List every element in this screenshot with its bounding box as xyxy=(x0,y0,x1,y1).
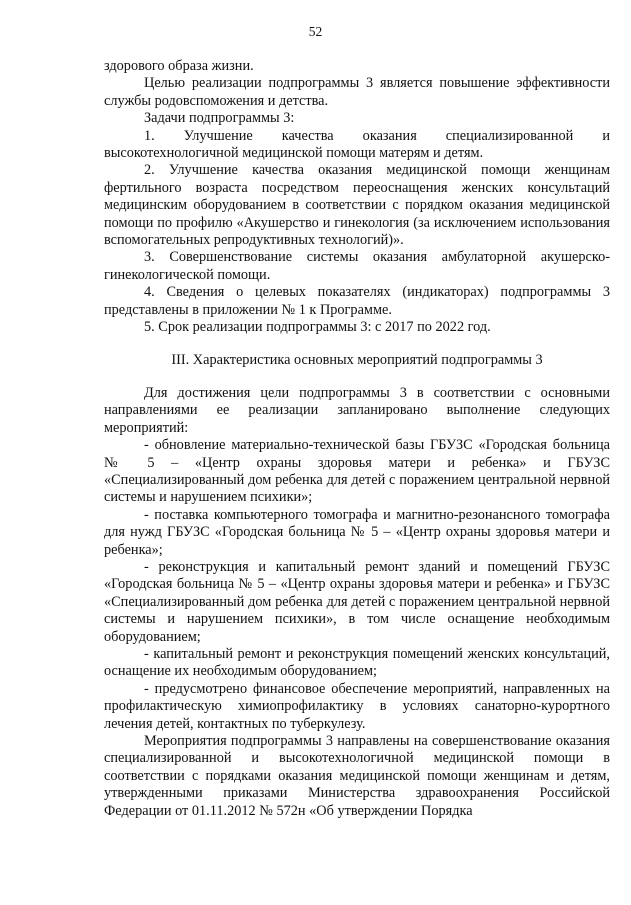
list-item-measure-1: - обновление материально-технической базы ГБУЗС «Городская больница № 5 – «Центр охраны здоровья матери и ребенка» и ГБУЗС «Специализированный дом ребенка для детей с поражением центральной нервной системы и нарушением психики»; xyxy=(104,437,610,506)
paragraph-measures-intro: Для достижения цели подпрограммы 3 в соответствии с основными направлениями ее реализации запланировано выполнение следующих мероприятий: xyxy=(104,384,610,436)
list-item-task-1: 1. Улучшение качества оказания специализированной и высокотехнологичной медицинской помощи матерям и детям. xyxy=(104,127,610,162)
list-item-measure-5: - предусмотрено финансовое обеспечение мероприятий, направленных на профилактическую химиопрофилактику в условиях санаторно-курортного лечения детей, контактных по туберкулезу. xyxy=(104,680,610,732)
list-item-measure-4: - капитальный ремонт и реконструкция помещений женских консультаций, оснащение их необходимым оборудованием; xyxy=(104,646,610,680)
paragraph-1: здорового образа жизни. xyxy=(104,58,254,74)
paragraph-tasks-heading: Задачи подпрограммы 3: xyxy=(144,110,295,127)
list-item-task-2: 2. Улучшение качества оказания медицинской помощи женщинам фертильного возраста посредством переоснащения женских консультаций медицинским оборудованием в соответствии с порядком оказания медицинской помощи по профилю «Акушерство и гинекология (за исключением использования вспомогательных репродуктивных технологий)». xyxy=(104,162,610,249)
list-item-measure-2: - поставка компьютерного томографа и магнитно-резонансного томографа для нужд ГБУЗС «Городская больница № 5 – «Центр охраны здоровья матери и ребенка»; xyxy=(104,506,610,558)
list-item-measure-3: - реконструкция и капитальный ремонт зданий и помещений ГБУЗС «Городская больница № 5 – «Центр охраны здоровья матери и ребенка» и ГБУЗС «Специализированный дом ребенка для детей с поражением центральной нервной системы и нарушением психики», в том числе оснащение необходимым оборудованием; xyxy=(104,558,610,645)
list-item-task-3: 3. Совершенствование системы оказания амбулаторной акушерско-гинекологической помощи. xyxy=(104,249,610,283)
paragraph-measures-purpose: Мероприятия подпрограммы 3 направлены на совершенствование оказания специализированной и высокотехнологичной медицинской помощи в соответствии с порядками оказания медицинской помощи женщинам и детям, утвержденными приказами Министерства здравоохранения Российской Федерации от 01.11.2012 № 572н «Об утверждении Порядка xyxy=(104,733,610,819)
list-item-task-4: 4. Сведения о целевых показателях (индикаторах) подпрограммы 3 представлены в приложении № 1 к Программе. xyxy=(104,284,610,318)
document-body xyxy=(104,58,610,820)
list-item-task-5: 5. Срок реализации подпрограммы 3: с 2017 по 2022 год. xyxy=(144,319,491,336)
section-heading: III. Характеристика основных мероприятий подпрограммы 3 xyxy=(171,351,543,368)
page-number: 52 xyxy=(308,24,323,39)
paragraph-goal: Целью реализации подпрограммы 3 является повышение эффективности службы родовспоможения и детства. xyxy=(104,75,610,109)
